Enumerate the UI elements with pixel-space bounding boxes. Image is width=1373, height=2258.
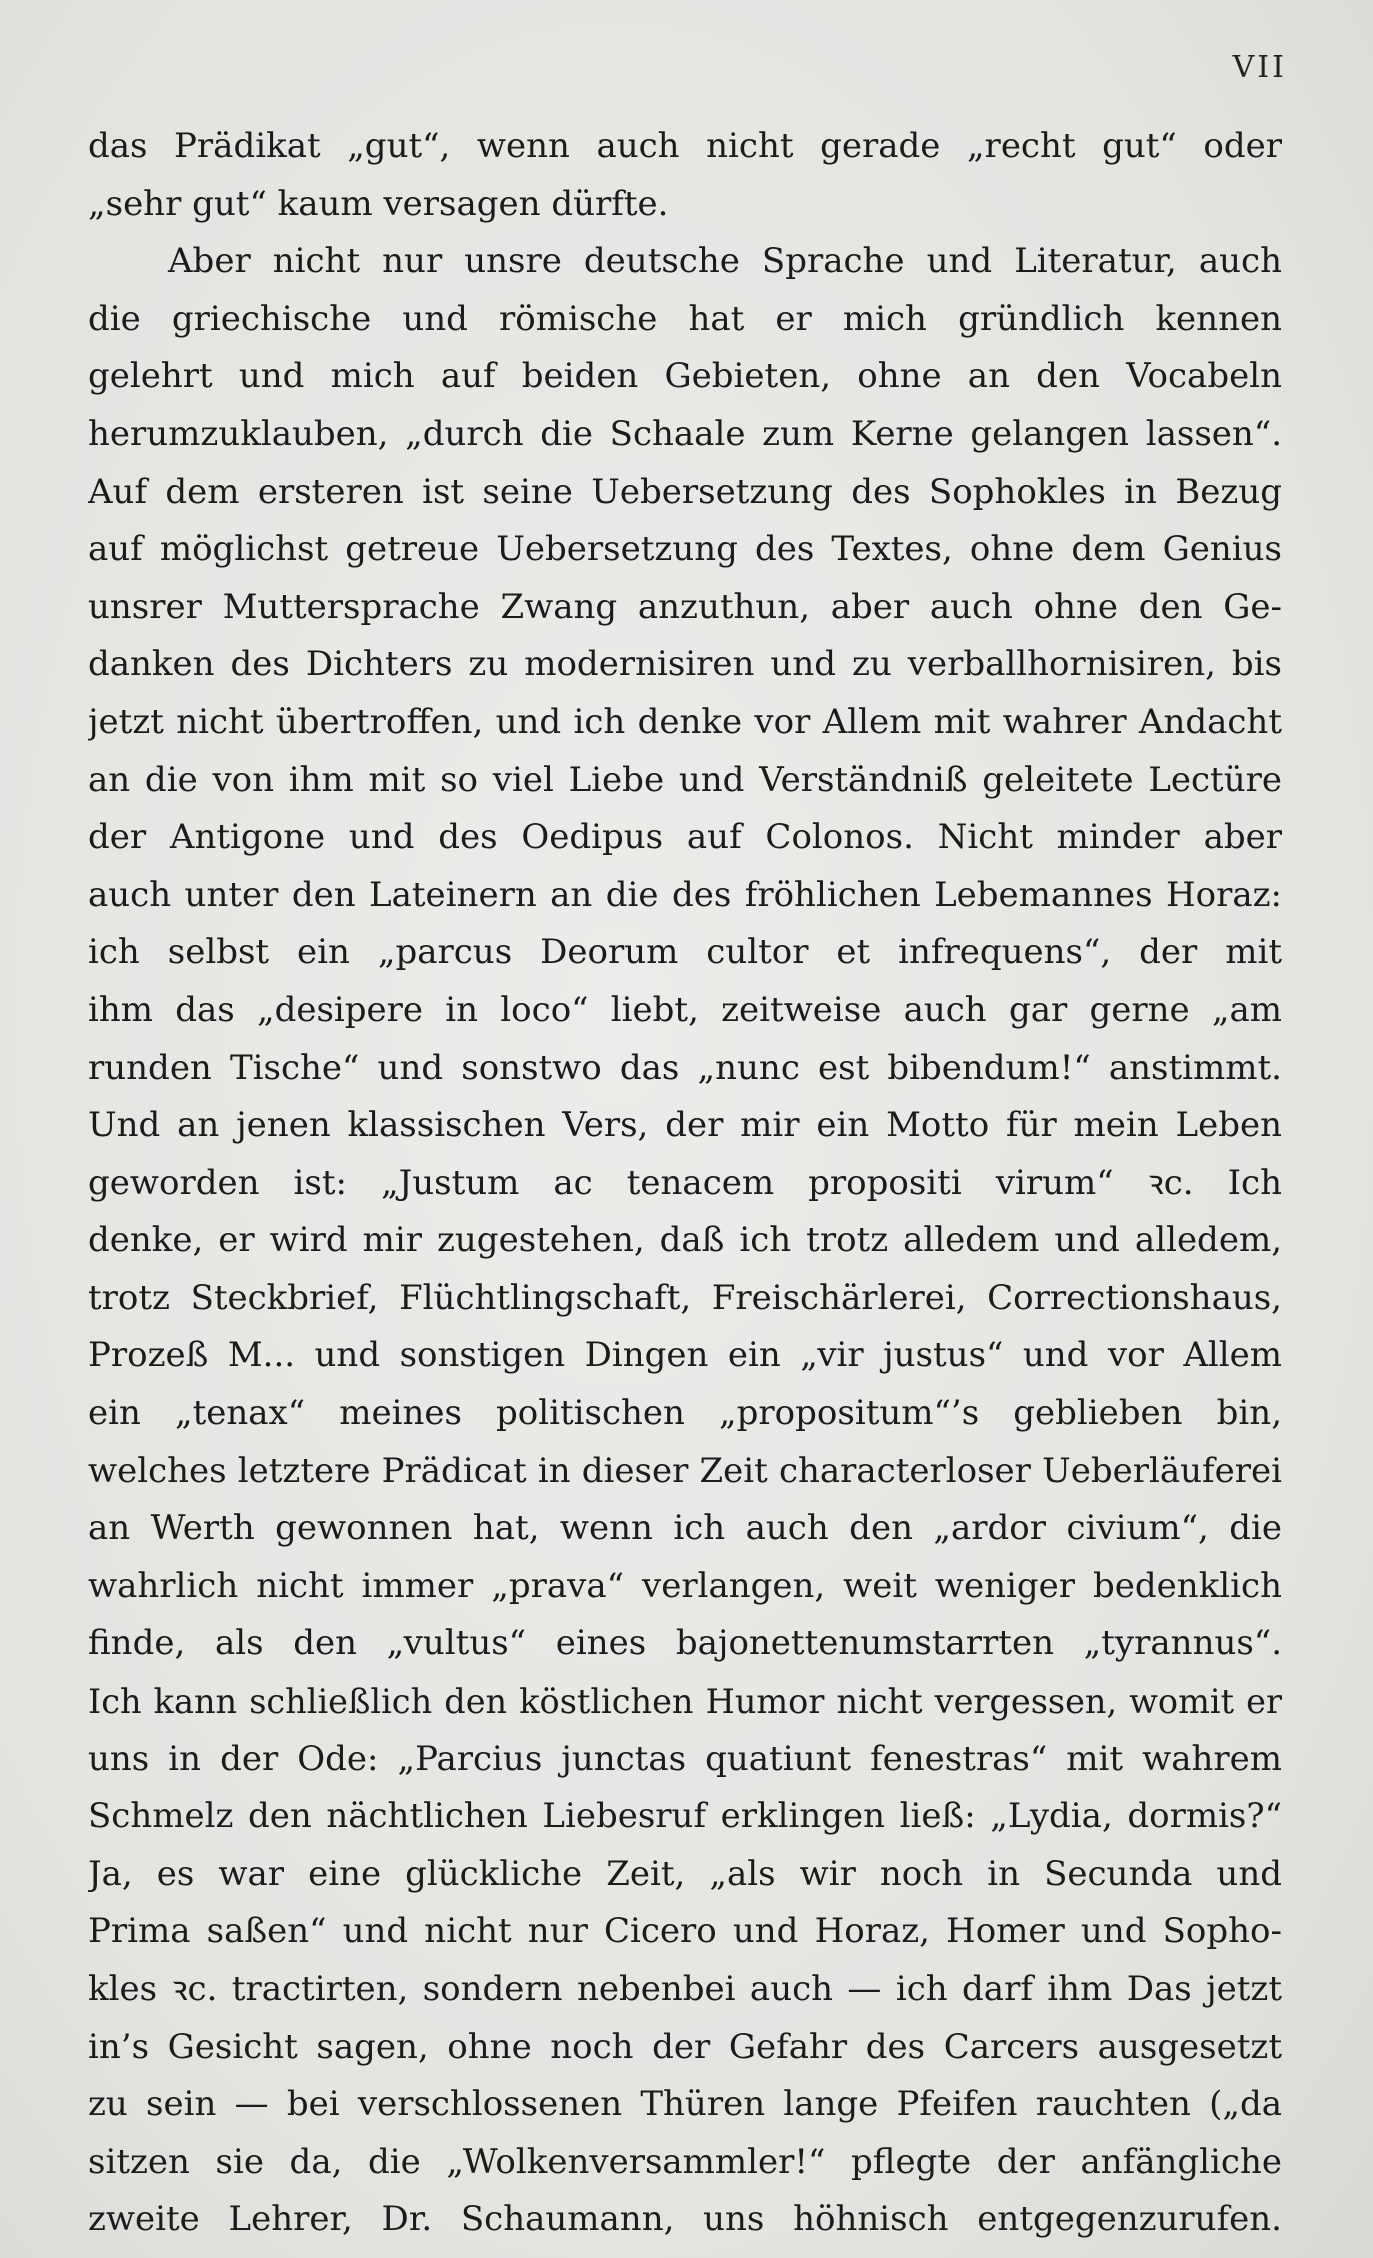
- text-line: kles ꝛc. tractirten, sondern nebenbei auch — ich darf ihm Das jetzt: [88, 1969, 1282, 2009]
- text-line: ich selbst ein „parcus Deorum cultor et infrequens“, der mit: [88, 932, 1282, 973]
- text-line: danken des Dichters zu modernisiren und zu verballhornisiren, bis: [88, 644, 1282, 685]
- text-line: zu sein — bei verschlossenen Thüren lange Pfeifen rauchten („da: [88, 2084, 1282, 2125]
- text-line: denke, er wird mir zugestehen, daß ich trotz alledem und alledem,: [88, 1220, 1282, 1261]
- text-line: gelehrt und mich auf beiden Gebieten, ohne an den Vocabeln: [88, 356, 1282, 397]
- text-line: uns in der Ode: „Parcius junctas quatiunt fenestras“ mit wahrem: [88, 1738, 1282, 1779]
- text-line: Prozeß M... und sonstigen Dingen ein „vir justus“ und vor Allem: [88, 1335, 1282, 1376]
- text-line: geworden ist: „Justum ac tenacem propositi virum“ ꝛc. Ich: [88, 1162, 1282, 1203]
- text-line: herumzuklauben, „durch die Schaale zum Kerne gelangen lassen“.: [88, 413, 1282, 454]
- text-line: in’s Gesicht sagen, ohne noch der Gefahr des Carcers ausgesetzt: [88, 2026, 1282, 2067]
- text-line: runden Tische“ und sonstwo das „nunc est bibendum!“ anstimmt.: [88, 1047, 1282, 1088]
- text-line: an Werth gewonnen hat, wenn ich auch den „ardor civium“, die: [88, 1508, 1282, 1549]
- text-line: ihm das „desipere in loco“ liebt, zeitweise auch gar gerne „am: [88, 989, 1282, 1030]
- text-line: Schmelz den nächtlichen Liebesruf erklingen ließ: „Lydia, dormis?“: [88, 1796, 1282, 1837]
- text-line: Und an jenen klassischen Vers, der mir ein Motto für mein Leben: [88, 1105, 1282, 1146]
- text-line: trotz Steckbrief, Flüchtlingschaft, Freischärlerei, Correctionshaus,: [88, 1277, 1282, 1318]
- text-line: sitzen sie da, die „Wolkenversammler!“ pflegte der anfängliche: [88, 2141, 1282, 2182]
- text-line: auf möglichst getreue Uebersetzung des Textes, ohne dem Genius: [88, 529, 1282, 570]
- text-line: wahrlich nicht immer „prava“ verlangen, weit weniger bedenklich: [88, 1565, 1282, 1606]
- text-line: die griechische und römische hat er mich gründlich kennen: [88, 298, 1282, 339]
- text-line: der Antigone und des Oedipus auf Colonos. Nicht minder aber: [88, 817, 1282, 858]
- text-line: welches letztere Prädicat in dieser Zeit characterloser Ueberläuferei: [88, 1450, 1282, 1491]
- text-line: Aber nicht nur unsre deutsche Sprache und Literatur, auch: [168, 241, 1282, 282]
- text-line: das Prädikat „gut“, wenn auch nicht gerade „recht gut“ oder: [88, 126, 1282, 166]
- body-text: [88, 118, 1282, 2249]
- text-line: Ja, es war eine glückliche Zeit, „als wir noch in Secunda und: [88, 1853, 1282, 1894]
- text-line: an die von ihm mit so viel Liebe und Verständniß geleitete Lectüre: [88, 759, 1282, 800]
- text-line: Ich kann schließlich den köstlichen Humor nicht vergessen, womit er: [88, 1682, 1282, 1722]
- text-line: auch unter den Lateinern an die des fröhlichen Lebemannes Horaz:: [88, 874, 1282, 915]
- text-line: unsrer Muttersprache Zwang anzuthun, aber auch ohne den Ge-: [88, 586, 1282, 627]
- text-line: jetzt nicht übertroffen, und ich denke vor Allem mit wahrer Andacht: [88, 701, 1282, 742]
- page-number: VII: [1232, 50, 1287, 85]
- text-line: Auf dem ersteren ist seine Uebersetzung des Sophokles in Bezug: [88, 471, 1282, 512]
- text-line: ein „tenax“ meines politischen „propositum“’s geblieben bin,: [88, 1393, 1282, 1434]
- text-line: finde, als den „vultus“ eines bajonettenumstarrten „tyrannus“.: [88, 1623, 1282, 1664]
- text-line: Prima saßen“ und nicht nur Cicero und Horaz, Homer und Sopho-: [88, 1911, 1282, 1952]
- text-line: zweite Lehrer, Dr. Schaumann, uns höhnisch entgegenzurufen.: [88, 2199, 1282, 2240]
- text-line: „sehr gut“ kaum versagen dürfte.: [88, 183, 669, 224]
